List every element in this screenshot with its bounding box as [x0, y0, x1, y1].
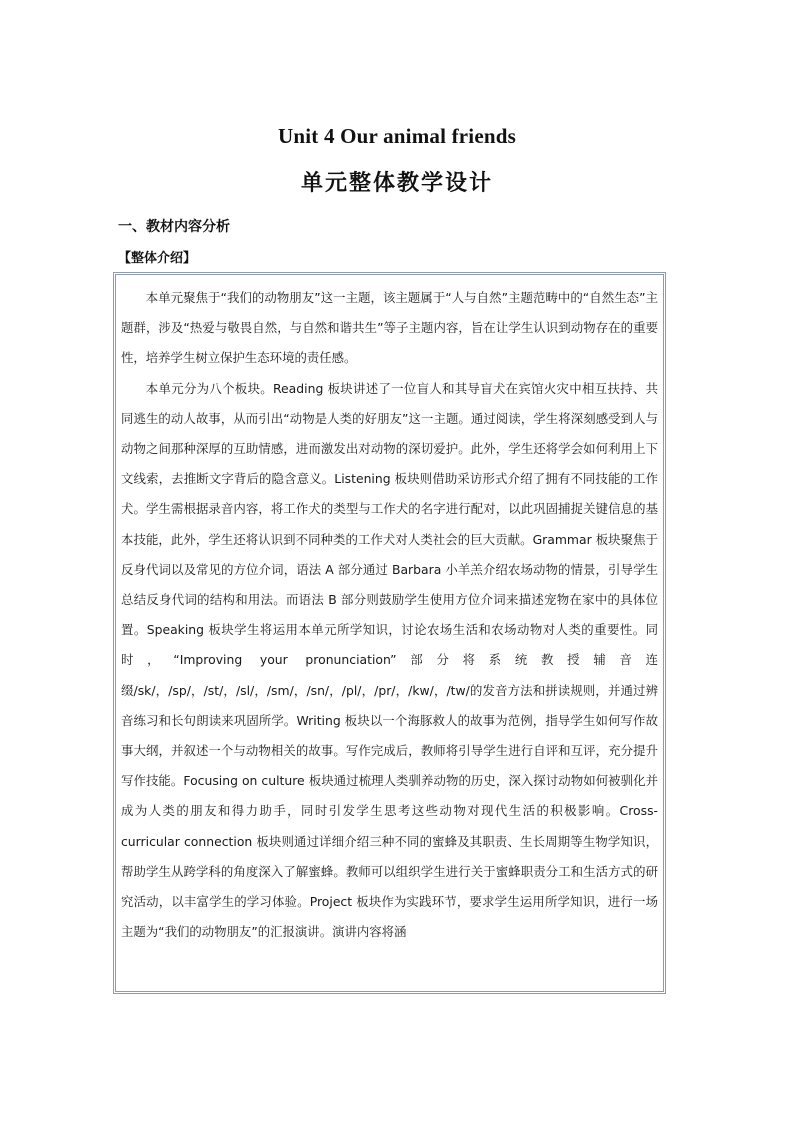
paragraph-2: 本单元分为八个板块。Reading 板块讲述了一位盲人和其导盲犬在宾馆火灾中相互扶持、共同逃生的动人故事，从而引出“动物是人类的好朋友”这一主题。通过阅读，学生将深刻感受到人与动物之间那种深厚的互助情感，进而激发出对动物的深切爱护。此外，学生还将学会如何利用上下文线索，去推断文字背后的隐含意义。Listening 板块则借助采访形式介绍了拥有不同技能的工作犬。学生需根据录音内容，将工作犬的类型与工作犬的名字进行配对，以此巩固捕捉关键信息的基本技能，此外，学生还将认识到不同种类的工作犬对人类社会的巨大贡献。Grammar 板块聚焦于反身代词以及常见的方位介词，语法 A 部分通过 Barbara 小羊羔介绍农场动物的情景，引导学生总结反身代词的结构和用法。而语法 B 部分则鼓励学生使用方位介词来描述宠物在家中的具体位置。Speaking 板块学生将运用本单元所学知识，讨论农场生活和农场动物对人类的重要性。同时，“Improving your pronunciation”部分将系统教授辅音连缀/sk/，/sp/，/st/，/sl/，/sm/，/sn/，/pl/，/pr/，/kw/，/tw/的发音方法和拼读规则，并通过辨音练习和长句朗读来巩固所学。Writing 板块以一个海豚救人的故事为范例，指导学生如何写作故事大纲，并叙述一个与动物相关的故事。写作完成后，教师将引导学生进行自评和互评，充分提升写作技能。Focusing on culture 板块通过梳理人类驯养动物的历史，深入探讨动物如何被驯化并成为人类的朋友和得力助手，同时引发学生思考这些动物对现代生活的积极影响。Cross-curricular connection 板块则通过详细介绍三种不同的蜜蜂及其职责、生长周期等生物学知识，帮助学生从跨学科的角度深入了解蜜蜂。教师可以组织学生进行关于蜜蜂职责分工和生活方式的研究活动，以丰富学生的学习体验。Project 板块作为实践环节，要求学生运用所学知识，进行一场主题为“我们的动物朋友”的汇报演讲。演讲内容将涵	[121, 380, 658, 940]
unit-title: Unit 4 Our animal friends	[278, 124, 516, 148]
design-title: 单元整体教学设计	[300, 171, 493, 196]
paragraph-1: 本单元聚焦于“我们的动物朋友”这一主题，该主题属于“人与自然”主题范畴中的“自然生态”主题群，涉及“热爱与敬畏自然，与自然和谐共生”等子主题内容，旨在让学生认识到动物存在的重要性，培养学生树立保护生态环境的责任感。	[121, 290, 658, 366]
section-heading: 一、教材内容分析	[118, 219, 230, 235]
frame-body	[121, 283, 658, 947]
content-frame	[113, 272, 666, 994]
subheading: 【整体介绍】	[118, 251, 197, 266]
